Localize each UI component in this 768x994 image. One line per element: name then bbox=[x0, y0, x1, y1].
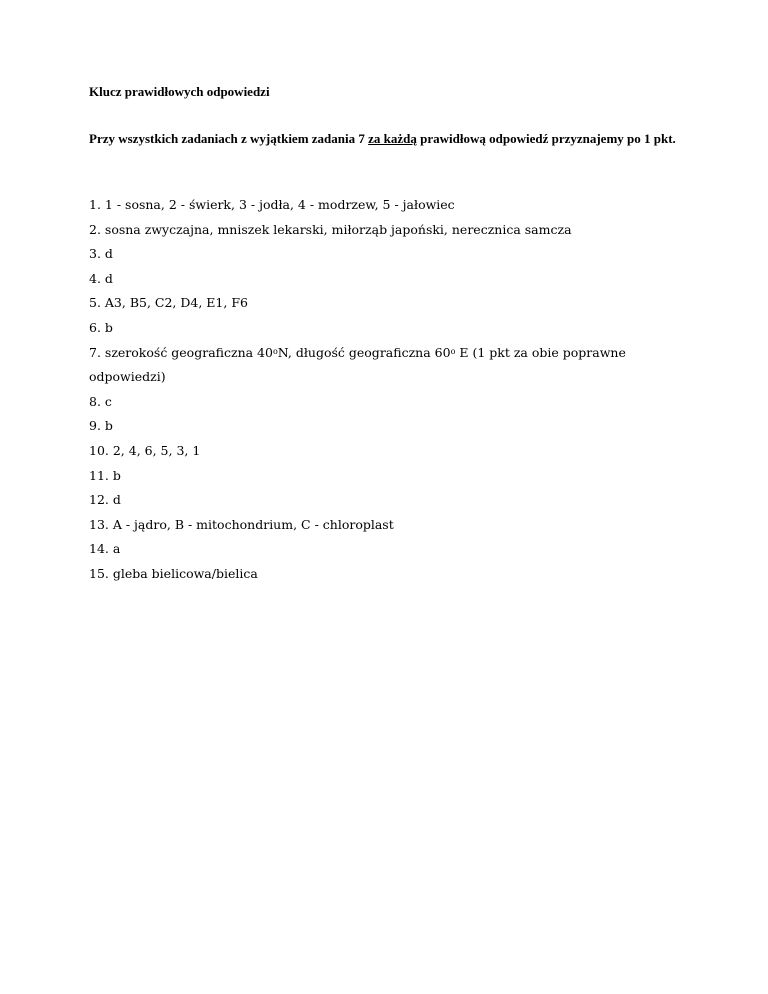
answer-item-2: 2. sosna zwyczajna, mniszek lekarski, miłorząb japoński, nerecznica samcza bbox=[89, 221, 572, 237]
answer-item-9: 9. b bbox=[89, 418, 113, 434]
answer-item-10: 10. 2, 4, 6, 5, 3, 1 bbox=[89, 442, 201, 458]
answer-7-part-2: N, długość geograficzna 60 bbox=[277, 344, 451, 360]
answer-7-part-3: E (1 pkt za obie poprawne odpowiedzi) bbox=[89, 344, 626, 385]
answer-item-7 bbox=[89, 341, 689, 390]
degree-mark: o bbox=[450, 346, 456, 356]
scoring-note-underlined: za każdą bbox=[368, 131, 417, 146]
answer-7-part-1: 7. szerokość geograficzna 40 bbox=[89, 344, 273, 360]
scoring-note bbox=[89, 126, 689, 151]
answer-item-13: 13. A - jądro, B - mitochondrium, C - chloroplast bbox=[89, 516, 394, 532]
answer-item-11: 11. b bbox=[89, 467, 121, 483]
degree-mark: o bbox=[272, 346, 278, 356]
scoring-note-text: Przy wszystkich zadaniach z wyjątkiem zadania 7 bbox=[89, 131, 369, 146]
answer-item-3: 3. d bbox=[89, 246, 113, 262]
answer-item-6: 6. b bbox=[89, 319, 113, 335]
document-title: Klucz prawidłowych odpowiedzi bbox=[89, 84, 270, 99]
scoring-note-text-end: prawidłową odpowiedź przyznajemy po 1 pkt. bbox=[416, 131, 676, 146]
answer-item-4: 4. d bbox=[89, 270, 113, 286]
answer-item-12: 12. d bbox=[89, 492, 121, 508]
answer-item-14: 14. a bbox=[89, 541, 121, 557]
answer-item-5: 5. A3, B5, C2, D4, E1, F6 bbox=[89, 295, 248, 311]
answer-item-8: 8. c bbox=[89, 393, 112, 409]
answer-list bbox=[89, 193, 689, 587]
answer-item-15: 15. gleba bielicowa/bielica bbox=[89, 565, 258, 581]
answer-item-1: 1. 1 - sosna, 2 - świerk, 3 - jodła, 4 - modrzew, 5 - jałowiec bbox=[89, 197, 455, 212]
